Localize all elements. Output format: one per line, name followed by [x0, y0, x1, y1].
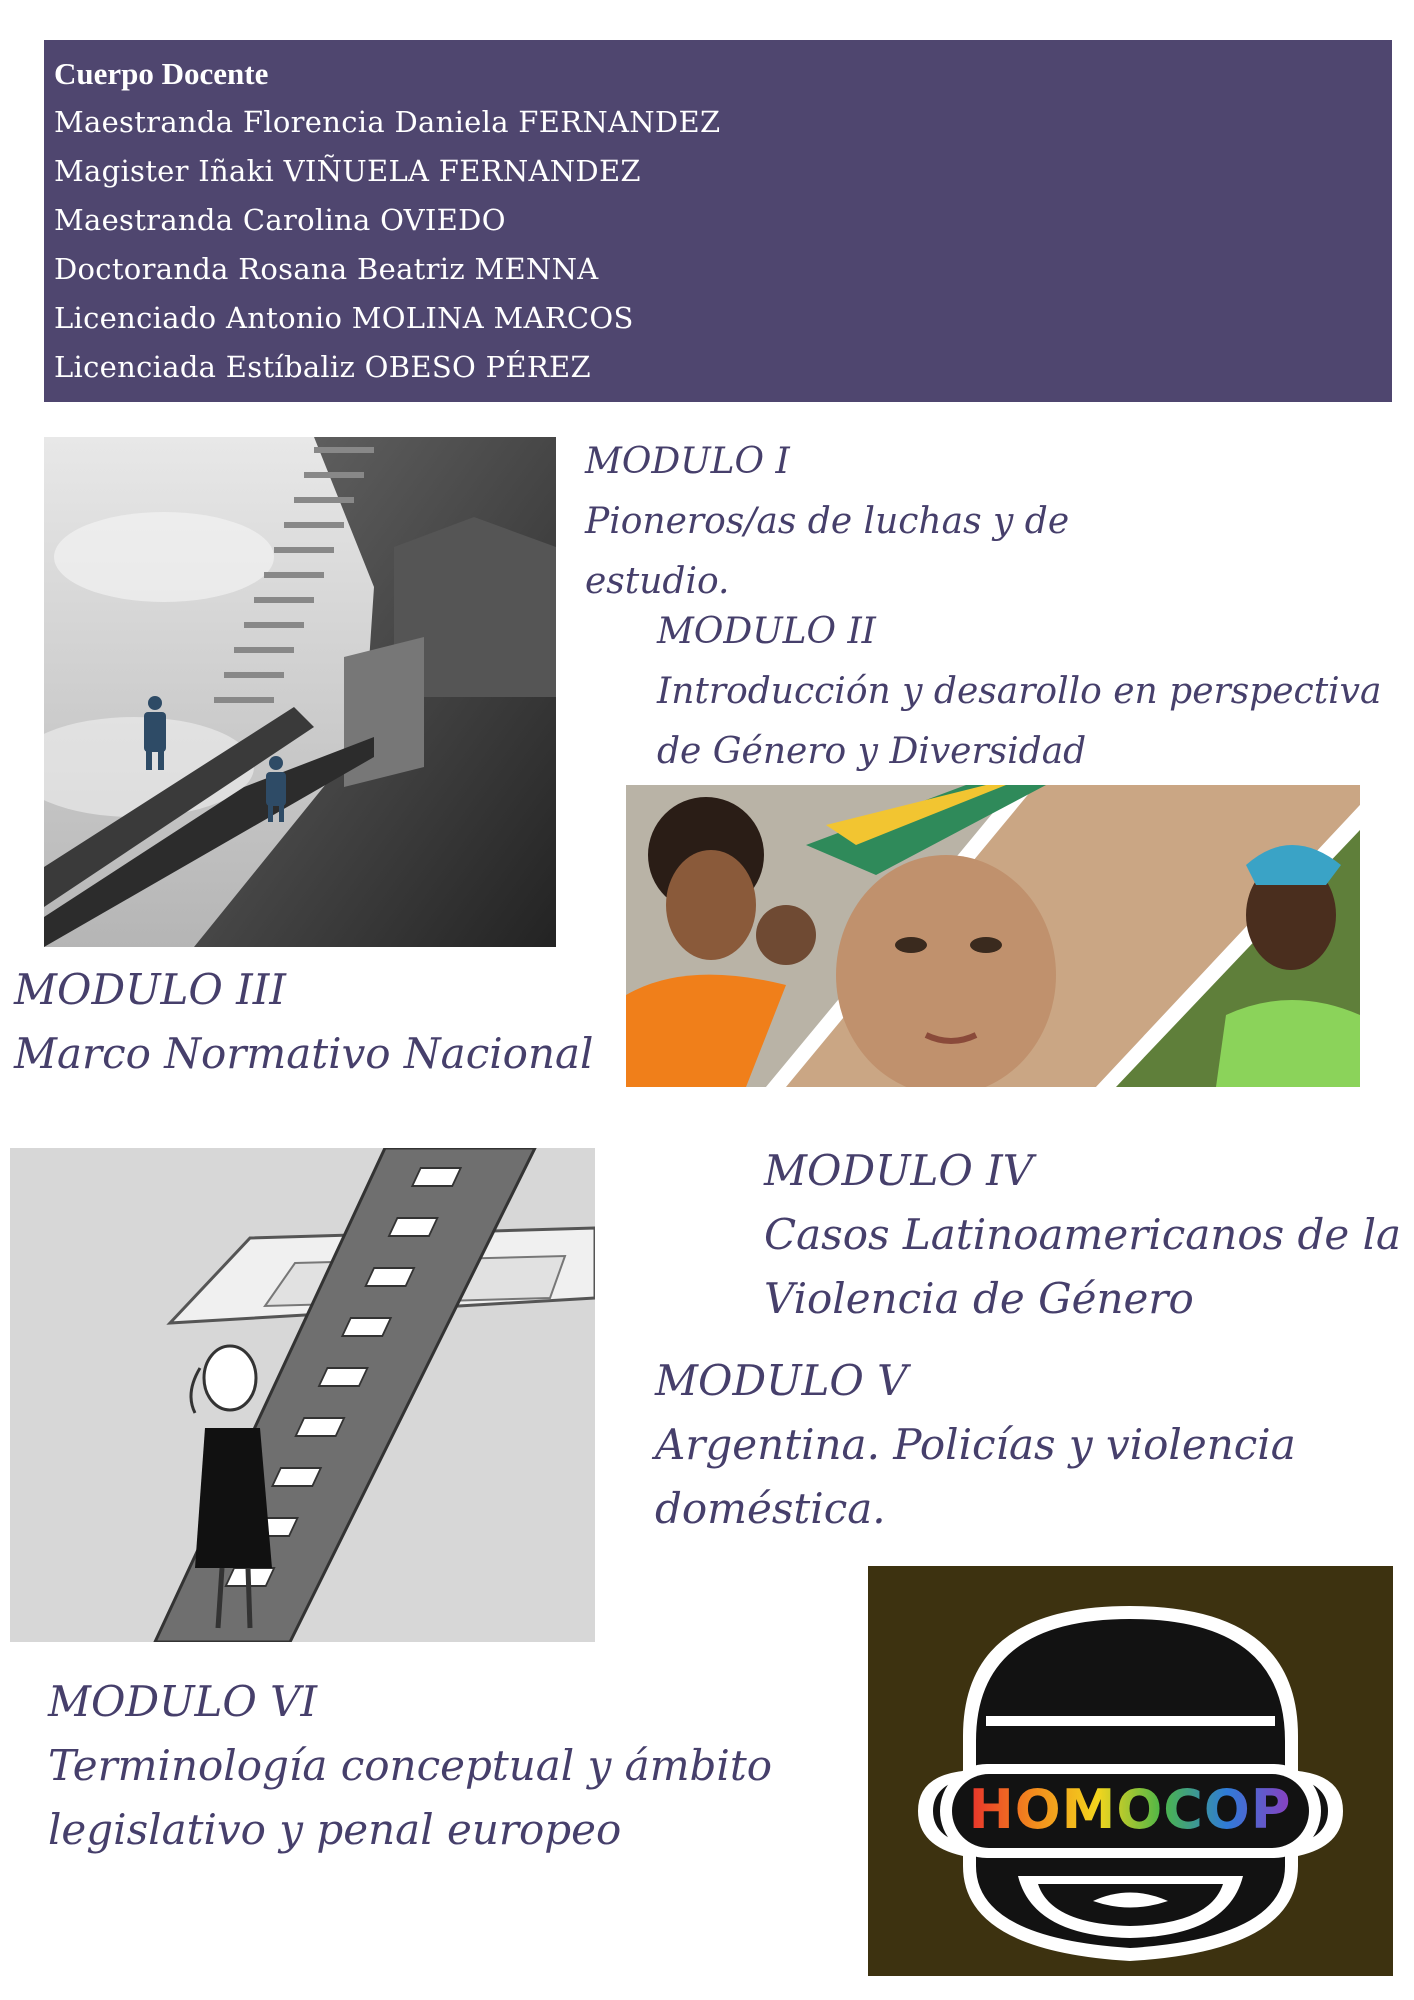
module-3-title: MODULO III [14, 965, 286, 1014]
module-5-line-1: Argentina. Policías y violencia [655, 1420, 1296, 1469]
module-4-line-2: Violencia de Género [764, 1274, 1194, 1323]
module-4-title: MODULO IV [764, 1146, 1034, 1195]
module-5-title: MODULO V [655, 1356, 908, 1405]
module-1-title: MODULO I [585, 441, 790, 482]
faculty-member: Licenciada Estíbaliz OBESO PÉREZ [54, 350, 591, 384]
module-2-title: MODULO II [657, 611, 876, 652]
staircase-image [44, 437, 556, 947]
logo-text: HOMOCOP [968, 1778, 1292, 1841]
module-3 [14, 958, 594, 1086]
module-6-title: MODULO VI [48, 1677, 318, 1726]
faculty-member: Doctoranda Rosana Beatriz MENNA [54, 252, 599, 286]
module-4 [764, 1139, 1401, 1331]
module-5-line-2: doméstica. [655, 1484, 886, 1533]
module-3-line-1: Marco Normativo Nacional [14, 1029, 594, 1078]
module-1-line-2: estudio. [585, 561, 730, 602]
faculty-heading: Cuerpo Docente [54, 56, 269, 91]
module-5 [655, 1349, 1296, 1541]
women-collage-image [626, 785, 1360, 1087]
module-1-line-1: Pioneros/as de luchas y de [585, 501, 1070, 542]
module-2-line-1: Introducción y desarollo en perspectiva [657, 671, 1382, 712]
module-4-line-1: Casos Latinoamericanos de la [764, 1210, 1402, 1259]
module-6-line-1: Terminología conceptual y ámbito [48, 1741, 773, 1790]
faculty-member: Maestranda Florencia Daniela FERNANDEZ [54, 105, 721, 139]
homocop-logo [868, 1566, 1393, 1976]
faculty-member: Maestranda Carolina OVIEDO [54, 203, 506, 237]
module-1 [585, 432, 1069, 612]
ladder-image [10, 1148, 595, 1642]
module-2-line-2: de Género y Diversidad [657, 731, 1087, 772]
module-2 [657, 602, 1381, 782]
faculty-member: Magister Iñaki VIÑUELA FERNANDEZ [54, 154, 641, 188]
module-6 [48, 1670, 772, 1862]
faculty-panel [44, 40, 1392, 402]
module-6-line-2: legislativo y penal europeo [48, 1805, 622, 1854]
faculty-member: Licenciado Antonio MOLINA MARCOS [54, 301, 634, 335]
